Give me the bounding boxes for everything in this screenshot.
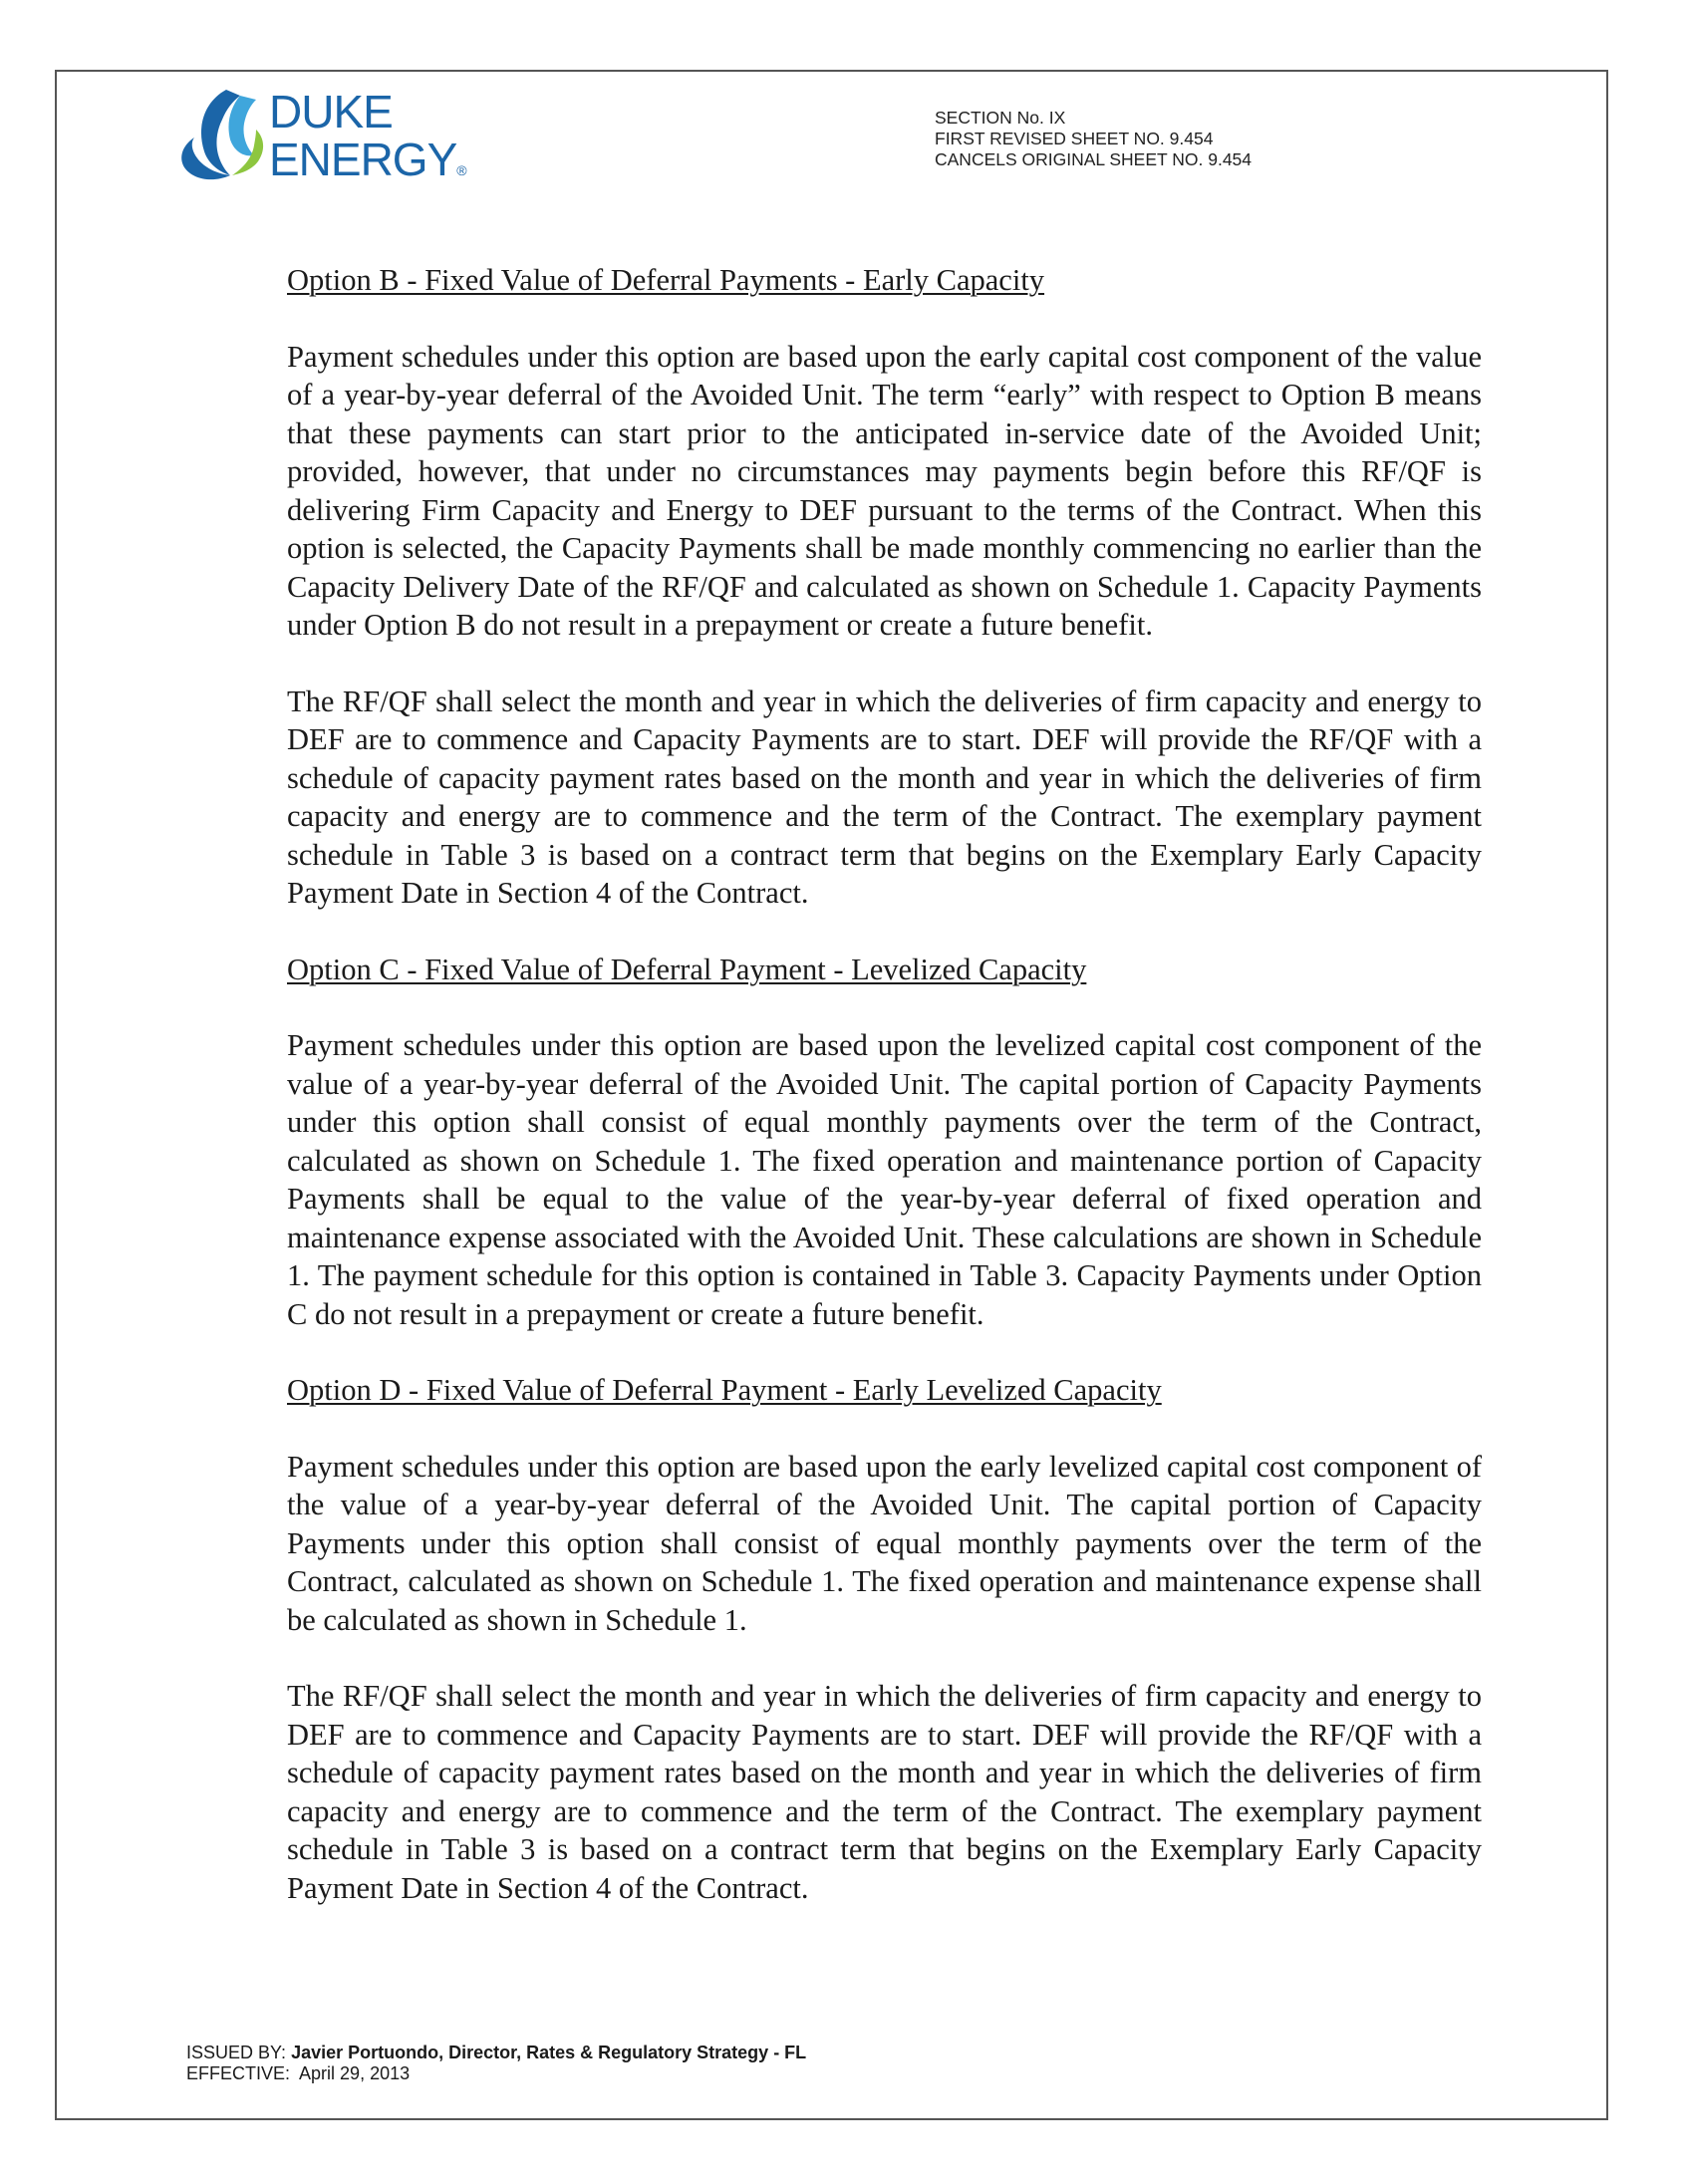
issued-by-value: Javier Portuondo, Director, Rates & Regulatory Strategy - FL	[291, 2043, 807, 2062]
duke-energy-flame-icon	[174, 82, 269, 186]
section-number: SECTION No. IX	[935, 108, 1066, 128]
logo-wordmark	[269, 88, 466, 194]
duke-energy-logo	[174, 82, 503, 201]
paragraph-option-b-1: Payment schedules under this option are based upon the early capital cost component of the value of a year-by-year deferral of the Avoided Unit. The term “early” with respect to Option B means that these payments can start prior to the anticipated in-service date of the Avoided Unit; provided, however, that under no circumstances may payments begin before this RF/QF is delivering Firm Capacity and Energy to DEF pursuant to the terms of the Contract. When this option is selected, the Capacity Payments shall be made monthly commencing no earlier than the Capacity Delivery Date of the RF/QF and calculated as shown on Schedule 1. Capacity Payments under Option B do not result in a prepayment or create a future benefit.	[287, 339, 1482, 642]
sheet-info	[935, 108, 1252, 170]
logo-line-duke: DUKE	[269, 86, 393, 137]
registered-mark: ®	[456, 162, 466, 178]
heading-option-b: Option B - Fixed Value of Deferral Payments - Early Capacity	[287, 263, 1045, 297]
sheet-revised: FIRST REVISED SHEET NO. 9.454	[935, 129, 1214, 148]
document-body	[287, 261, 1482, 1907]
logo-line-energy-text: ENERGY	[269, 134, 457, 185]
effective-line	[186, 2063, 806, 2084]
paragraph-option-d-2: The RF/QF shall select the month and year in which the deliveries of firm capacity and energy to DEF are to commence and Capacity Payments are to start. DEF will provide the RF/QF with a schedule of capacity payment rates based on the month and year in which the deliveries of firm capacity and energy are to commence and the term of the Contract. The exemplary payment schedule in Table 3 is based on a contract term that begins on the Exemplary Early Capacity Payment Date in Section 4 of the Contract.	[287, 1679, 1482, 1905]
logo-line-energy	[269, 136, 466, 194]
paragraph-option-b-2: The RF/QF shall select the month and year in which the deliveries of firm capacity and energy to DEF are to commence and Capacity Payments are to start. DEF will provide the RF/QF with a schedule of capacity payment rates based on the month and year in which the deliveries of firm capacity and energy are to commence and the term of the Contract. The exemplary payment schedule in Table 3 is based on a contract term that begins on the Exemplary Early Capacity Payment Date in Section 4 of the Contract.	[287, 683, 1482, 910]
issued-by-label: ISSUED BY:	[186, 2043, 287, 2062]
issued-by-line	[186, 2043, 806, 2063]
paragraph-option-c-1: Payment schedules under this option are based upon the levelized capital cost component of the value of a year-by-year deferral of the Avoided Unit. The capital portion of Capacity Payments under this option shall consist of equal monthly payments over the term of the Contract, calculated as shown on Schedule 1. The fixed operation and maintenance portion of Capacity Payments shall be equal to the value of the year-by-year deferral of fixed operation and maintenance expense associated with the Avoided Unit. These calculations are shown in Schedule 1. The payment schedule for this option is contained in Table 3. Capacity Payments under Option C do not result in a prepayment or create a future benefit.	[287, 1028, 1482, 1331]
sheet-cancels: CANCELS ORIGINAL SHEET NO. 9.454	[935, 149, 1253, 169]
effective-label: EFFECTIVE:	[186, 2063, 291, 2083]
footer	[186, 2043, 806, 2084]
effective-value: April 29, 2013	[299, 2063, 411, 2083]
paragraph-option-d-1: Payment schedules under this option are based upon the early levelized capital cost component of the value of a year-by-year deferral of the Avoided Unit. The capital portion of Capacity Payments under this option shall consist of equal monthly payments over the term of the Contract, calculated as shown on Schedule 1. The fixed operation and maintenance expense shall be calculated as shown in Schedule 1.	[287, 1449, 1482, 1637]
heading-option-c: Option C - Fixed Value of Deferral Payment - Levelized Capacity	[287, 952, 1087, 986]
heading-option-d: Option D - Fixed Value of Deferral Payment - Early Levelized Capacity	[287, 1373, 1162, 1407]
